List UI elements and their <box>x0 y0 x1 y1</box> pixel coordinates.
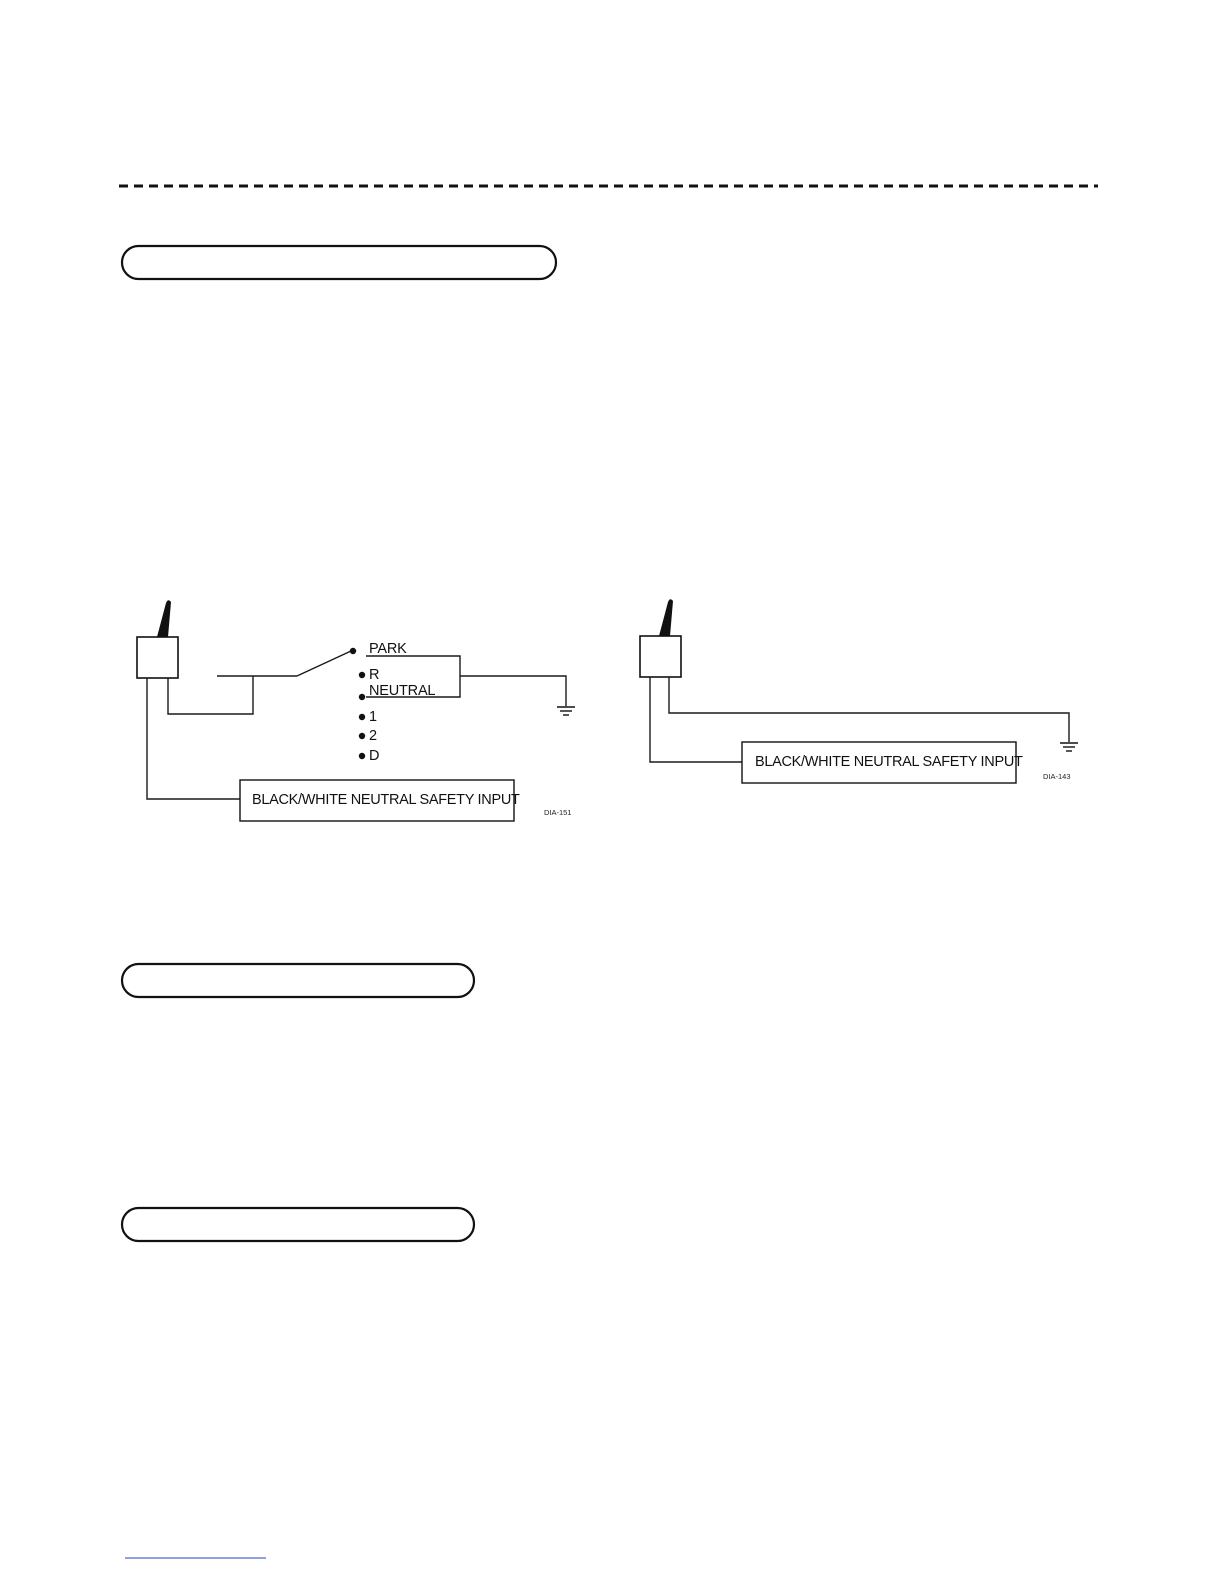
position-label-neutral: NEUTRAL <box>369 683 436 699</box>
wire-switch-to-ground <box>669 677 1069 742</box>
wire-bus-to-ground <box>460 676 566 706</box>
contact-dot-icon <box>359 733 365 739</box>
section-header-2 <box>122 964 474 997</box>
figure-code: DIA-151 <box>544 808 572 817</box>
position-label-1: 1 <box>369 709 377 725</box>
left-wiring-diagram <box>137 600 575 821</box>
contact-dot-icon <box>359 714 365 720</box>
position-label-d: D <box>369 748 380 764</box>
position-label-2: 2 <box>369 728 377 744</box>
contact-dot-icon <box>359 753 365 759</box>
section-header-3 <box>122 1208 474 1241</box>
contact-dot-icon <box>350 648 356 654</box>
wire-switch-to-input <box>650 677 742 762</box>
toggle-switch-icon <box>137 600 178 678</box>
neutral-safety-input-label: BLACK/WHITE NEUTRAL SAFETY INPUT <box>252 792 520 808</box>
contact-dot-icon <box>359 694 365 700</box>
section-header-1 <box>122 246 556 279</box>
ground-symbol-icon <box>557 707 575 715</box>
ground-symbol-icon <box>1060 743 1078 751</box>
wire-switch-to-selector <box>168 676 253 714</box>
figure-code: DIA-143 <box>1043 772 1071 781</box>
neutral-safety-input-label: BLACK/WHITE NEUTRAL SAFETY INPUT <box>755 754 1023 770</box>
selector-blade <box>297 651 351 676</box>
position-label-park: PARK <box>369 641 407 657</box>
wire-switch-to-input <box>147 678 240 799</box>
position-label-r: R <box>369 667 380 683</box>
contact-dot-icon <box>359 672 365 678</box>
right-wiring-diagram <box>640 599 1078 783</box>
toggle-switch-icon <box>640 599 681 677</box>
